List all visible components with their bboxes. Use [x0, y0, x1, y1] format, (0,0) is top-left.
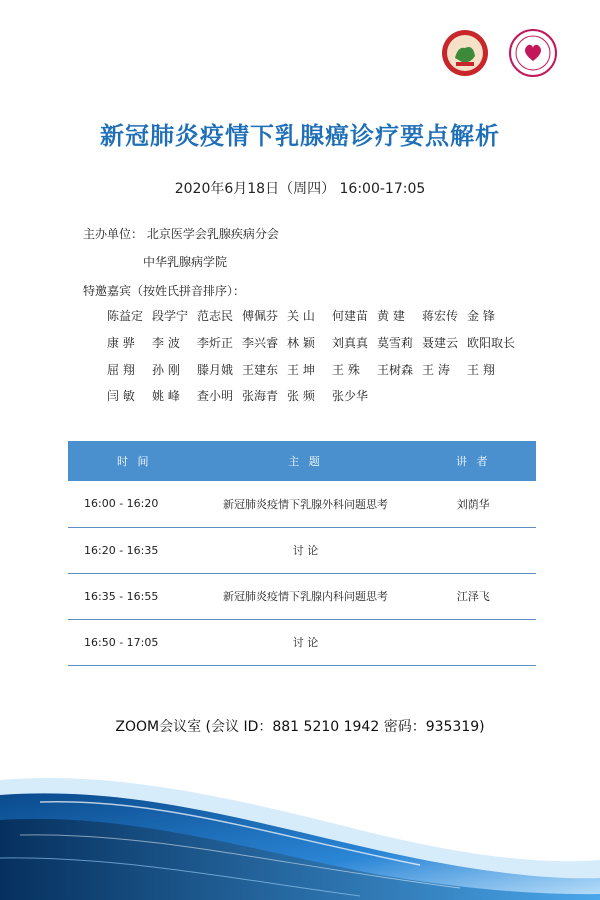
row-speaker: 刘荫华 — [456, 497, 490, 511]
guest-name: 蒋宏传 — [422, 309, 459, 323]
guest-name: 刘真真 — [332, 336, 369, 350]
guest-name: 王树森 — [377, 363, 414, 377]
guest-name: 王建东 — [242, 363, 279, 377]
guest-name: 孙 刚 — [152, 363, 180, 377]
organizer-line — [83, 225, 279, 242]
header-speaker: 讲 者 — [456, 455, 491, 468]
guest-name: 李 波 — [152, 336, 180, 350]
organizer-label: 主办单位： — [83, 227, 144, 241]
row-speaker — [411, 527, 537, 573]
guest-name: 王 殊 — [332, 363, 360, 377]
guest-name: 王 涛 — [422, 363, 450, 377]
guest-name: 金 锋 — [467, 309, 495, 323]
guest-name: 陈益定 — [107, 309, 144, 323]
guest-row — [107, 307, 512, 324]
row-speaker: 江泽飞 — [456, 590, 490, 603]
guest-name: 段学宁 — [152, 309, 189, 323]
guest-name: 张少华 — [332, 389, 369, 403]
guest-name: 姚 峰 — [152, 389, 180, 403]
schedule-header-row — [68, 441, 536, 481]
table-row — [68, 527, 536, 573]
guest-name: 黄 建 — [377, 309, 405, 323]
guest-name: 滕月娥 — [197, 363, 234, 377]
guest-name: 何建苗 — [332, 309, 369, 323]
guest-row — [107, 361, 512, 378]
row-topic: 讨 论 — [292, 544, 319, 557]
guest-row — [107, 387, 377, 404]
guest-name: 查小明 — [197, 389, 234, 403]
page-title: 新冠肺炎疫情下乳腺癌诊疗要点解析 — [100, 122, 500, 150]
header-time: 时 间 — [117, 455, 152, 468]
guest-name: 傅佩芬 — [242, 309, 279, 323]
table-row — [68, 481, 536, 527]
guest-name: 张 频 — [287, 389, 315, 403]
guest-name: 闫 敏 — [107, 389, 135, 403]
guest-name: 关 山 — [287, 309, 315, 323]
academy-logo-icon — [508, 28, 558, 78]
row-topic: 讨 论 — [292, 636, 319, 649]
society-logo-icon — [440, 28, 490, 78]
organizer-name: 中华乳腺病学院 — [143, 255, 228, 269]
table-row — [68, 619, 536, 665]
row-topic: 新冠肺炎疫情下乳腺内科问题思考 — [223, 590, 388, 603]
guest-name: 聂建云 — [422, 336, 459, 350]
row-time: 16:35 - 16:55 — [84, 589, 159, 603]
guest-name: 康 骅 — [107, 336, 135, 350]
guest-name: 林 颖 — [287, 336, 315, 350]
organizer-name: 北京医学会乳腺疾病分会 — [146, 227, 279, 241]
guest-name: 李兴睿 — [242, 336, 279, 350]
schedule-table — [68, 441, 536, 666]
guest-name: 范志民 — [197, 309, 234, 323]
row-time: 16:50 - 17:05 — [84, 635, 159, 649]
header-logos — [440, 28, 558, 78]
row-speaker — [411, 619, 537, 665]
row-topic: 新冠肺炎疫情下乳腺外科问题思考 — [223, 497, 388, 511]
guest-name: 屈 翔 — [107, 363, 135, 377]
decorative-wave-background — [0, 740, 600, 900]
guests-label: 特邀嘉宾（按姓氏拼音排序）： — [83, 284, 246, 298]
guest-name: 欧阳取长 — [467, 336, 516, 350]
event-datetime: 2020年6月18日（周四） 16:00-17:05 — [174, 181, 426, 197]
guest-name: 张海青 — [242, 389, 279, 403]
header-topic: 主 题 — [288, 455, 323, 468]
guest-row — [107, 334, 516, 351]
guest-name: 王 翔 — [467, 363, 495, 377]
table-row — [68, 573, 536, 619]
row-time: 16:20 - 16:35 — [84, 543, 159, 557]
guest-name: 王 坤 — [287, 363, 315, 377]
zoom-meeting-info: ZOOM会议室 (会议 ID：881 5210 1942 密码：935319) — [115, 719, 485, 735]
guest-name: 莫雪莉 — [377, 336, 414, 350]
guest-name: 李炘正 — [197, 336, 234, 350]
row-time: 16:00 - 16:20 — [84, 497, 159, 511]
